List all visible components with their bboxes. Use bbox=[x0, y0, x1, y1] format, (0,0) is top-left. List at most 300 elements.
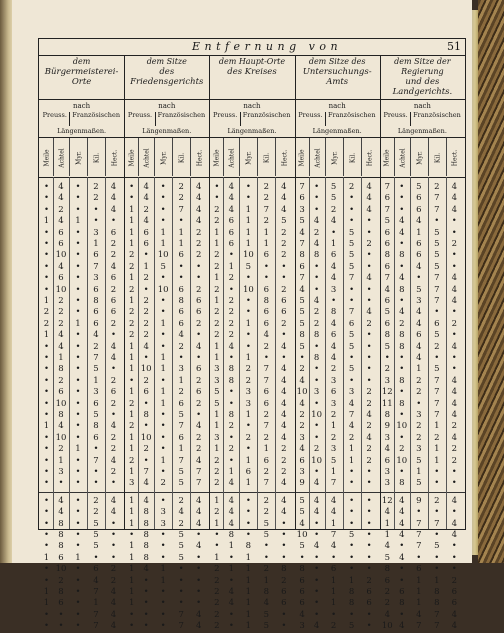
table-cell: 4 bbox=[384, 507, 390, 518]
table-cell: 7 bbox=[299, 273, 305, 284]
table-cell: 6 bbox=[58, 239, 64, 249]
unit-column-label bbox=[138, 138, 155, 176]
table-cell: 4 bbox=[330, 216, 337, 227]
table-cell: 4 bbox=[384, 444, 390, 455]
table-cell: • bbox=[399, 364, 405, 375]
table-cell: 2 bbox=[93, 341, 99, 352]
table-cell: • bbox=[75, 564, 81, 575]
table-cell: • bbox=[75, 296, 81, 306]
table-cell: 4 bbox=[384, 284, 390, 295]
table-cell: • bbox=[349, 564, 355, 575]
table-cell: • bbox=[399, 609, 405, 620]
table-cell: 9 bbox=[416, 495, 422, 506]
unit-label-text: Hect. bbox=[451, 149, 459, 167]
table-cell: 3 bbox=[245, 387, 252, 398]
table-cell: • bbox=[263, 261, 269, 272]
table-cell: 4 bbox=[58, 507, 64, 518]
table-cell: 4 bbox=[299, 518, 305, 529]
table-cell: 7 bbox=[434, 398, 440, 409]
unit-labels bbox=[295, 138, 380, 176]
table-cell: 4 bbox=[399, 552, 405, 563]
table-cell: 1 bbox=[128, 353, 135, 363]
unit-column-rule bbox=[394, 177, 395, 529]
table-cell: • bbox=[314, 398, 320, 409]
table-cell: 7 bbox=[434, 410, 440, 420]
table-cell: 1 bbox=[348, 575, 355, 586]
table-cell: 1 bbox=[245, 455, 252, 466]
table-cell: 4 bbox=[416, 216, 422, 227]
table-cell: 4 bbox=[451, 182, 457, 192]
group-title bbox=[380, 57, 465, 99]
table-cell: 10 bbox=[311, 410, 322, 420]
table-row bbox=[39, 399, 465, 410]
table-cell: 5 bbox=[263, 518, 270, 529]
table-cell: 3 bbox=[313, 387, 320, 398]
group-nach-label: nach bbox=[158, 102, 176, 110]
table-cell: 10 bbox=[296, 530, 308, 540]
table-cell: • bbox=[75, 227, 81, 238]
table-cell: 5 bbox=[178, 410, 184, 420]
table-cell: • bbox=[129, 375, 135, 386]
table-cell: 5 bbox=[263, 530, 270, 540]
table-cell: 1 bbox=[245, 239, 252, 249]
table-cell: 2 bbox=[214, 204, 220, 215]
group-divider bbox=[124, 99, 209, 100]
unit-labels bbox=[380, 138, 465, 176]
table-cell: 4 bbox=[195, 341, 202, 352]
table-cell: 8 bbox=[58, 587, 64, 597]
table-cell: 7 bbox=[348, 307, 355, 318]
table-cell: 3 bbox=[214, 375, 220, 386]
table-cell: 5 bbox=[93, 364, 99, 375]
table-cell: 6 bbox=[178, 398, 184, 409]
table-cell: 1 bbox=[330, 239, 337, 249]
table-cell: 5 bbox=[245, 261, 252, 272]
table-cell: • bbox=[75, 455, 81, 466]
table-cell: 2 bbox=[281, 239, 287, 249]
measure-label: Längenmaßen. bbox=[227, 127, 277, 135]
table-cell: 4 bbox=[281, 495, 287, 506]
table-cell: 8 bbox=[58, 530, 64, 540]
table-cell: 2 bbox=[110, 250, 117, 261]
table-cell: 5 bbox=[93, 410, 99, 420]
table-cell: 2 bbox=[143, 318, 149, 329]
table-cell: • bbox=[399, 432, 405, 443]
table-cell: 2 bbox=[263, 193, 270, 204]
table-cell: 1 bbox=[75, 552, 81, 563]
unit-label-text: Myr. bbox=[245, 151, 253, 165]
table-cell: 1 bbox=[93, 239, 99, 249]
table-cell: • bbox=[399, 182, 405, 192]
table-cell: 1 bbox=[128, 467, 135, 477]
block-separator bbox=[39, 492, 465, 493]
table-row bbox=[39, 444, 465, 455]
table-cell: 4 bbox=[281, 507, 287, 518]
distance-table bbox=[38, 38, 466, 632]
table-cell: 8 bbox=[228, 410, 235, 420]
table-cell: 5 bbox=[348, 261, 355, 272]
table-cell: • bbox=[143, 587, 149, 597]
table-cell: 4 bbox=[281, 432, 287, 443]
table-cell: • bbox=[75, 398, 81, 409]
table-cell: • bbox=[43, 575, 49, 586]
table-cell: 6 bbox=[228, 227, 235, 238]
table-cell: • bbox=[314, 552, 320, 563]
table-cell: • bbox=[160, 193, 166, 204]
table-cell: 3 bbox=[384, 467, 390, 477]
table-cell: • bbox=[366, 250, 372, 261]
table-cell: • bbox=[349, 467, 355, 477]
table-cell: • bbox=[129, 621, 135, 632]
table-cell: 6 bbox=[384, 296, 390, 306]
table-cell: 4 bbox=[366, 307, 372, 318]
table-cell: • bbox=[110, 364, 116, 375]
table-cell: 3 bbox=[416, 296, 422, 306]
table-cell: 6 bbox=[58, 273, 64, 284]
table-cell: • bbox=[399, 467, 405, 477]
table-cell: 4 bbox=[451, 204, 457, 215]
table-cell: 4 bbox=[178, 507, 184, 518]
table-cell: 1 bbox=[263, 227, 270, 238]
table-cell: 2 bbox=[451, 318, 457, 329]
table-cell: 2 bbox=[195, 432, 202, 443]
table-cell: • bbox=[434, 216, 440, 227]
table-row bbox=[39, 307, 465, 318]
table-cell: 2 bbox=[228, 330, 235, 341]
table-cell: 6 bbox=[330, 250, 337, 261]
table-cell: • bbox=[93, 216, 99, 227]
french-label: Französischen bbox=[413, 111, 461, 119]
table-cell: 2 bbox=[143, 204, 149, 215]
table-cell: • bbox=[314, 587, 320, 597]
table-cell: 2 bbox=[214, 261, 220, 272]
table-cell: 7 bbox=[434, 609, 440, 620]
table-cell: • bbox=[143, 284, 149, 295]
unit-labels bbox=[209, 138, 294, 176]
table-row bbox=[39, 342, 465, 353]
table-cell: 1 bbox=[214, 296, 220, 306]
table-cell: 6 bbox=[93, 250, 99, 261]
table-cell: • bbox=[160, 467, 166, 477]
table-row bbox=[39, 456, 465, 467]
unit-column-rule bbox=[223, 177, 224, 529]
table-cell: 12 bbox=[381, 495, 393, 506]
unit-column-rule bbox=[138, 177, 139, 529]
table-cell: 4 bbox=[384, 609, 390, 620]
table-cell: 1 bbox=[160, 564, 166, 575]
table-cell: 2 bbox=[58, 296, 64, 306]
unit-column-label bbox=[394, 138, 411, 176]
table-cell: 7 bbox=[384, 204, 390, 215]
table-cell: 3 bbox=[58, 467, 64, 477]
table-cell: 2 bbox=[263, 467, 270, 477]
table-cell: 1 bbox=[228, 467, 235, 477]
table-cell: 8 bbox=[58, 410, 64, 420]
table-cell: • bbox=[93, 552, 99, 563]
table-cell: 6 bbox=[330, 564, 337, 575]
table-cell: • bbox=[43, 204, 49, 215]
table-cell: • bbox=[451, 552, 457, 563]
table-cell: 4 bbox=[195, 193, 202, 204]
table-cell: • bbox=[281, 273, 287, 284]
table-cell: 2 bbox=[281, 444, 287, 455]
table-cell: • bbox=[75, 341, 81, 352]
table-cell: 2 bbox=[228, 296, 235, 306]
table-cell: 2 bbox=[451, 239, 457, 249]
table-row bbox=[39, 467, 465, 478]
table-cell: 2 bbox=[281, 227, 287, 238]
table-cell: 4 bbox=[110, 598, 117, 609]
table-cell: • bbox=[178, 564, 184, 575]
table-cell: • bbox=[349, 507, 355, 518]
table-cell: • bbox=[349, 296, 355, 306]
table-cell: 5 bbox=[416, 182, 422, 192]
table-cell: 2 bbox=[434, 432, 440, 443]
measure-label: Längenmaßen. bbox=[397, 127, 447, 135]
table-cell: 1 bbox=[178, 375, 184, 386]
table-cell: 2 bbox=[128, 307, 135, 318]
table-cell: 6 bbox=[416, 204, 422, 215]
table-cell: • bbox=[160, 552, 166, 563]
table-cell: 4 bbox=[281, 398, 287, 409]
table-cell: 3 bbox=[299, 621, 305, 632]
table-cell: 4 bbox=[330, 495, 337, 506]
book-page bbox=[12, 0, 472, 632]
table-cell: • bbox=[349, 541, 355, 552]
table-cell: 4 bbox=[313, 541, 320, 552]
table-cell: • bbox=[245, 273, 251, 284]
table-cell: • bbox=[314, 273, 320, 284]
table-cell: • bbox=[160, 621, 166, 632]
table-cell: 2 bbox=[110, 375, 117, 386]
table-cell: • bbox=[451, 330, 457, 341]
table-cell: • bbox=[366, 364, 372, 375]
table-cell: • bbox=[143, 621, 149, 632]
table-cell: 1 bbox=[214, 410, 220, 420]
table-cell: 2 bbox=[178, 193, 184, 204]
table-cell: 2 bbox=[384, 587, 390, 597]
table-cell: 2 bbox=[214, 621, 220, 632]
table-cell: • bbox=[314, 467, 320, 477]
table-cell: 7 bbox=[178, 421, 184, 432]
table-cell: • bbox=[43, 478, 49, 489]
table-cell: • bbox=[58, 621, 64, 632]
table-cell: 2 bbox=[366, 318, 372, 329]
table-cell: 1 bbox=[178, 227, 184, 238]
table-cell: 1 bbox=[43, 587, 50, 597]
table-cell: 2 bbox=[195, 284, 202, 295]
table-cell: • bbox=[434, 307, 440, 318]
table-cell: • bbox=[281, 541, 287, 552]
table-cell: 7 bbox=[330, 530, 337, 540]
table-cell: 2 bbox=[195, 318, 202, 329]
table-cell: • bbox=[399, 353, 405, 363]
table-cell: • bbox=[281, 609, 287, 620]
table-cell: 4 bbox=[281, 204, 287, 215]
table-cell: 7 bbox=[93, 587, 99, 597]
table-cell: • bbox=[245, 495, 251, 506]
table-cell: 4 bbox=[110, 353, 117, 363]
table-cell: 6 bbox=[281, 296, 287, 306]
table-cell: • bbox=[43, 444, 49, 455]
table-cell: 6 bbox=[399, 587, 405, 597]
table-cell: 2 bbox=[281, 318, 287, 329]
table-cell: • bbox=[196, 273, 202, 284]
table-cell: 7 bbox=[434, 518, 440, 529]
table-cell: 6 bbox=[299, 193, 305, 204]
table-cell: 10 bbox=[242, 284, 254, 295]
table-cell: 6 bbox=[416, 239, 422, 249]
table-cell: 6 bbox=[178, 432, 184, 443]
table-cell: 2 bbox=[93, 495, 99, 506]
table-cell: 8 bbox=[143, 530, 149, 540]
table-cell: 1 bbox=[245, 478, 252, 489]
table-cell: 4 bbox=[110, 341, 117, 352]
table-cell: 1 bbox=[128, 444, 135, 455]
table-cell: 1 bbox=[416, 575, 422, 586]
table-row bbox=[39, 387, 465, 398]
table-cell: 4 bbox=[58, 341, 64, 352]
table-row bbox=[39, 239, 465, 250]
table-cell: • bbox=[160, 216, 166, 227]
table-cell: 4 bbox=[110, 204, 117, 215]
table-cell: • bbox=[314, 364, 320, 375]
table-cell: 5 bbox=[348, 621, 355, 632]
table-cell: 4 bbox=[58, 261, 64, 272]
table-cell: 4 bbox=[228, 495, 235, 506]
table-cell: 4 bbox=[263, 330, 270, 341]
table-cell: • bbox=[75, 598, 81, 609]
table-cell: 3 bbox=[214, 432, 220, 443]
table-cell: 1 bbox=[330, 467, 337, 477]
table-cell: 6 bbox=[110, 227, 117, 238]
table-cell: 4 bbox=[313, 478, 320, 489]
table-cell: • bbox=[143, 455, 149, 466]
table-cell: 4 bbox=[451, 193, 457, 204]
table-cell: 4 bbox=[110, 621, 117, 632]
table-cell: 6 bbox=[195, 364, 202, 375]
table-cell: 5 bbox=[263, 609, 270, 620]
group-column-rule bbox=[209, 177, 210, 529]
table-cell: • bbox=[43, 364, 49, 375]
table-cell: 1 bbox=[245, 575, 252, 586]
table-cell: 2 bbox=[245, 375, 252, 386]
table-cell: 2 bbox=[143, 330, 149, 341]
table-cell: 4 bbox=[58, 216, 64, 227]
table-cell: 3 bbox=[93, 387, 99, 398]
unit-label-text: Myr. bbox=[160, 151, 168, 165]
unit-label-text: Kil. bbox=[178, 152, 186, 164]
group-column-rule bbox=[295, 177, 296, 529]
table-cell: • bbox=[299, 353, 305, 363]
table-cell: • bbox=[349, 284, 355, 295]
unit-column-rule bbox=[154, 177, 155, 529]
table-cell: 7 bbox=[434, 273, 440, 284]
table-cell: 1 bbox=[128, 432, 135, 443]
table-cell: 2 bbox=[330, 410, 337, 420]
table-cell: • bbox=[143, 421, 149, 432]
table-row bbox=[39, 541, 465, 552]
table-cell: 1 bbox=[245, 227, 252, 238]
table-cell: 2 bbox=[228, 421, 235, 432]
table-cell: 1 bbox=[434, 444, 440, 455]
table-cell: 3 bbox=[128, 478, 135, 489]
table-cell: 2 bbox=[313, 444, 320, 455]
table-cell: • bbox=[314, 375, 320, 386]
table-cell: • bbox=[366, 330, 372, 341]
table-cell: 2 bbox=[263, 216, 270, 227]
table-cell: • bbox=[349, 375, 355, 386]
unit-label-text: Hect. bbox=[281, 149, 289, 167]
table-cell: 8 bbox=[58, 364, 64, 375]
table-cell: 1 bbox=[245, 587, 252, 597]
table-cell: 5 bbox=[348, 341, 355, 352]
table-cell: 2 bbox=[128, 330, 135, 341]
table-row bbox=[39, 376, 465, 387]
table-cell: 2 bbox=[281, 467, 287, 477]
table-cell: • bbox=[366, 495, 372, 506]
table-cell: 2 bbox=[366, 421, 372, 432]
table-cell: 1 bbox=[58, 353, 64, 363]
table-cell: 2 bbox=[281, 284, 287, 295]
table-cell: 8 bbox=[399, 284, 405, 295]
group-title bbox=[209, 57, 294, 99]
table-cell: 2 bbox=[451, 444, 457, 455]
table-cell: 5 bbox=[330, 182, 337, 192]
column-group-header bbox=[295, 55, 381, 177]
table-cell: 5 bbox=[299, 541, 305, 552]
table-cell: 6 bbox=[281, 598, 287, 609]
table-cell: 4 bbox=[228, 341, 235, 352]
table-cell: 1 bbox=[160, 387, 166, 398]
table-cell: 1 bbox=[128, 564, 135, 575]
table-cell: • bbox=[281, 621, 287, 632]
table-cell: 4 bbox=[143, 193, 149, 204]
table-cell: 2 bbox=[384, 598, 390, 609]
table-cell: • bbox=[178, 261, 184, 272]
table-cell: 2 bbox=[214, 507, 220, 518]
table-cell: 6 bbox=[263, 307, 270, 318]
unit-label-text: Achtel bbox=[143, 148, 151, 168]
table-cell: • bbox=[314, 421, 320, 432]
table-cell: 2 bbox=[263, 341, 270, 352]
table-cell: 2 bbox=[366, 575, 372, 586]
table-cell: • bbox=[214, 182, 220, 192]
table-cell: • bbox=[214, 530, 220, 540]
table-cell: 3 bbox=[214, 364, 220, 375]
table-cell: 4 bbox=[143, 478, 149, 489]
table-cell: • bbox=[399, 541, 405, 552]
table-cell: 4 bbox=[416, 353, 422, 363]
table-cell: 1 bbox=[263, 239, 270, 249]
table-cell: 2 bbox=[214, 284, 220, 295]
table-cell: 8 bbox=[228, 375, 235, 386]
table-cell: 10 bbox=[157, 250, 169, 261]
table-cell: 4 bbox=[110, 421, 117, 432]
table-cell: 4 bbox=[399, 621, 405, 632]
table-cell: 1 bbox=[75, 318, 81, 329]
table-cell: • bbox=[399, 239, 405, 249]
french-label: Französischen bbox=[72, 111, 121, 119]
table-cell: 7 bbox=[93, 455, 99, 466]
group-unit-systems bbox=[126, 111, 207, 135]
table-cell: 8 bbox=[299, 564, 305, 575]
table-cell: 4 bbox=[263, 598, 270, 609]
table-cell: 10 bbox=[55, 284, 67, 295]
table-cell: • bbox=[416, 507, 422, 518]
unit-label-text: Achtel bbox=[399, 148, 407, 168]
table-cell: • bbox=[43, 432, 49, 443]
